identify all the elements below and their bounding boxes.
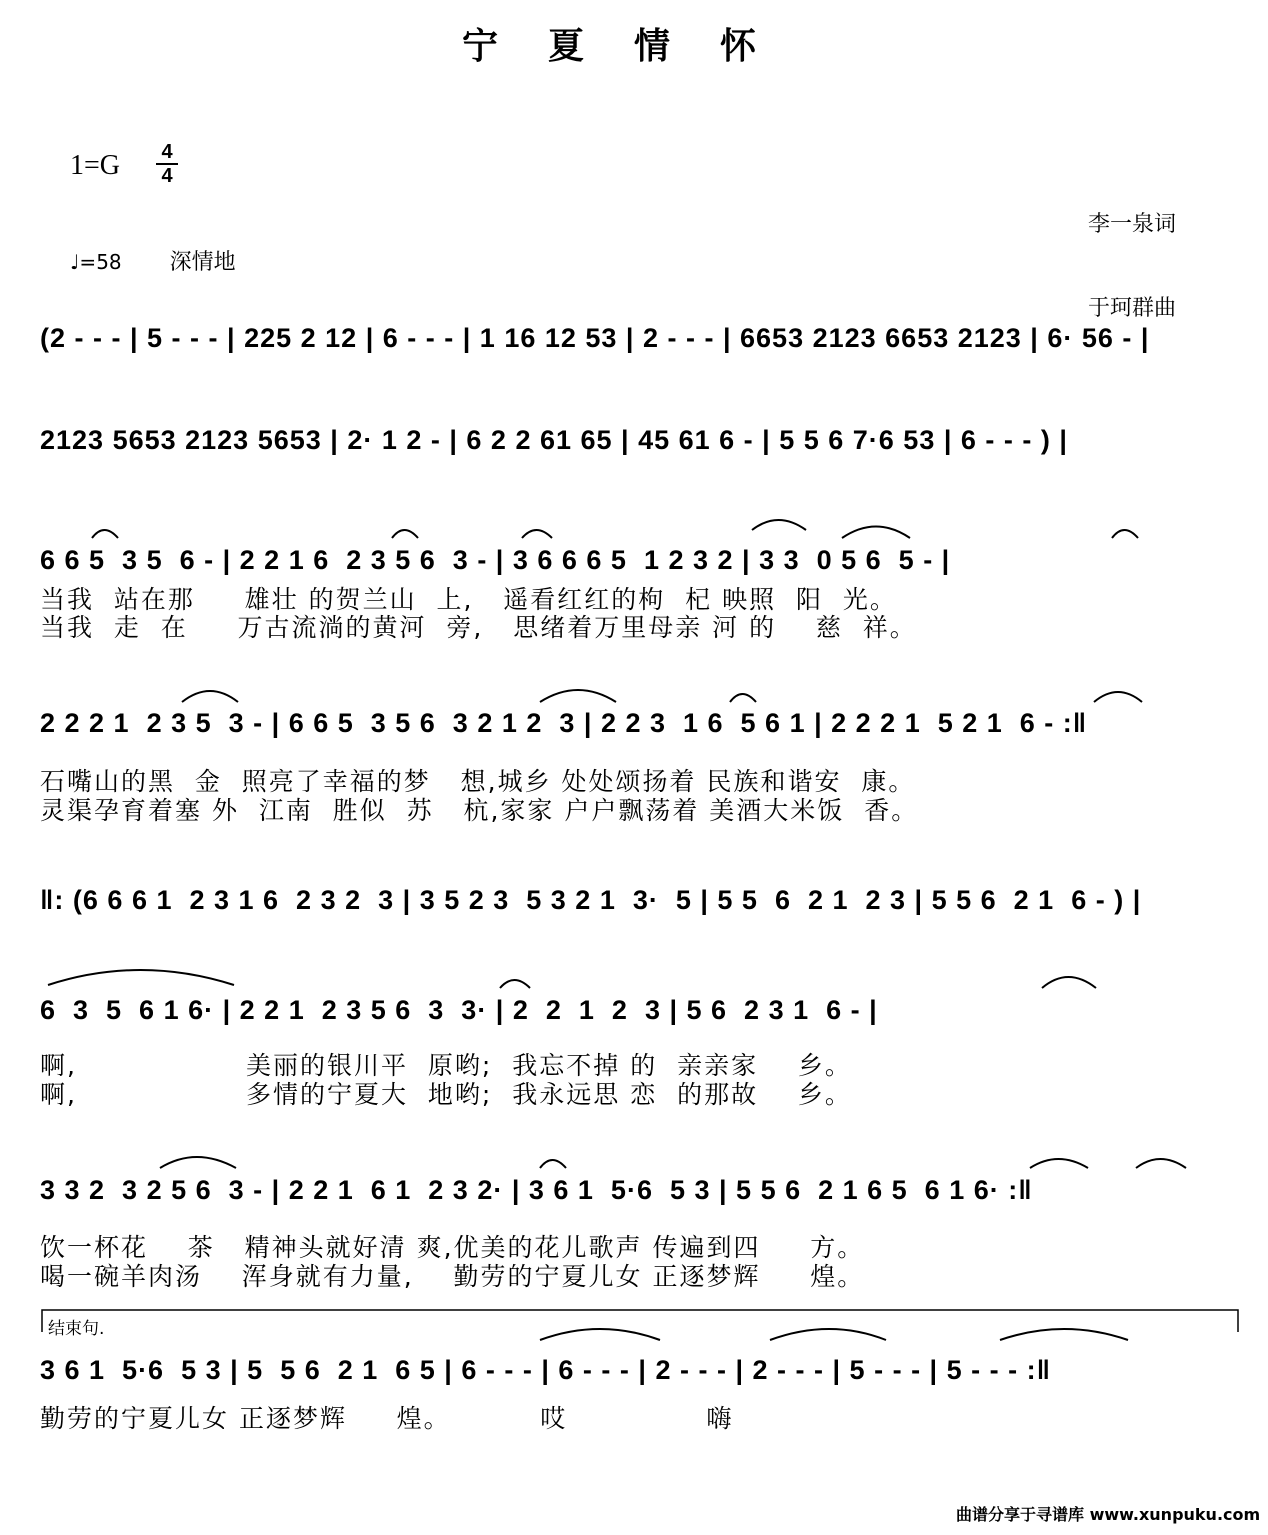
notes: 3 3 2 3 2 5 6 3 - | 2 2 1 6 1 2 3 2· | 3 6 1 5·6 5 3 | 5 5 6 2 1 6 5 6 1 6· :‖ <box>40 1175 1033 1205</box>
slur <box>522 530 552 538</box>
song-title: 宁夏情怀 <box>461 25 806 67</box>
notes: (2 - - - | 5 - - - | 225 2 12 | 6 - - - | 1 16 12 53 | 2 - - - | 6653 2123 6653 2123 | 6· 56 - | <box>40 323 1150 353</box>
slur <box>1094 692 1142 702</box>
lyricist: 李一泉词 <box>1088 212 1177 237</box>
lyric-line-6a: 啊, 美丽的银川平 原哟; 我忘不掉 的 亲亲家 乡。 <box>40 1051 852 1080</box>
lyric-line-4b: 灵渠孕育着塞 外 江南 胜似 苏 杭,家家 户户飘荡着 美酒大米饭 香。 <box>40 796 919 825</box>
slur <box>540 1329 660 1340</box>
notes: 6 6 5 3 5 6 - | 2 2 1 6 2 3 5 6 3 - | 3 6 6 6 5 1 2 3 2 | 3 3 0 5 6 5 - | <box>40 545 951 575</box>
composer: 于珂群曲 <box>1088 296 1177 321</box>
lyric-line-3a: 当我 站在那 雄壮 的贺兰山 上, 遥看红红的枸 杞 映照 阳 光。 <box>40 585 897 614</box>
meter-bottom: 4 <box>161 165 173 187</box>
lyric-line-3b: 当我 走 在 万古流淌的黄河 旁, 思绪着万里母亲 河 的 慈 祥。 <box>40 613 917 642</box>
lyric-line-8a: 勤劳的宁夏儿女 正逐梦辉 煌。 哎 嗨 <box>40 1404 734 1433</box>
slur <box>1000 1329 1128 1340</box>
slur <box>770 1329 886 1340</box>
slur <box>1030 1159 1088 1168</box>
lyric-line-7a: 饮一杯花 茶 精神头就好清 爽,优美的花儿歌声 传遍到四 方。 <box>40 1233 865 1262</box>
slur <box>160 1157 236 1168</box>
slur <box>540 690 616 702</box>
slur <box>730 694 756 702</box>
lyric-line-4a: 石嘴山的黑 金 照亮了幸福的梦 想,城乡 处处颂扬着 民族和谐安 康。 <box>40 767 916 796</box>
slur <box>752 520 806 530</box>
slur <box>48 970 234 985</box>
notes: 3 6 1 5·6 5 3 | 5 5 6 2 1 6 5 | 6 - - - | 6 - - - | 2 - - - | 2 - - - | 5 - - - | 5 - - - :‖ <box>40 1355 1052 1385</box>
slur <box>1042 977 1096 988</box>
slur <box>842 527 910 539</box>
ending-label: 结束句. <box>48 1319 105 1339</box>
meter-top: 4 <box>161 141 173 163</box>
slur <box>1136 1159 1186 1168</box>
lyric-line-7b: 喝一碗羊肉汤 浑身就有力量, 勤劳的宁夏儿女 正逐梦辉 煌。 <box>40 1262 865 1291</box>
tempo: ♩=58 <box>70 250 122 274</box>
slur <box>1112 530 1138 538</box>
key-signature: 1=G <box>70 150 121 181</box>
slur <box>540 1160 566 1168</box>
expression: 深情地 <box>169 250 236 275</box>
footer-watermark: 曲谱分享于寻谱库 www.xunpuku.com <box>956 1505 1261 1524</box>
notes: 2123 5653 2123 5653 | 2· 1 2 - | 6 2 2 61 65 | 45 61 6 - | 5 5 6 7·6 53 | 6 - - - ) | <box>40 425 1068 455</box>
slur <box>500 980 530 988</box>
lyric-line-6b: 啊, 多情的宁夏大 地哟; 我永远思 恋 的那故 乡。 <box>40 1080 852 1109</box>
slur <box>92 530 118 538</box>
slur <box>392 530 418 538</box>
slur <box>182 691 238 702</box>
notes: 2 2 2 1 2 3 5 3 - | 6 6 5 3 5 6 3 2 1 2 3 | 2 2 3 1 6 5 6 1 | 2 2 2 1 5 2 1 6 - :‖ <box>40 708 1088 738</box>
notes: 6 3 5 6 1 6· | 2 2 1 2 3 5 6 3 3· | 2 2 1 2 3 | 5 6 2 3 1 6 - | <box>40 995 878 1025</box>
notes: ‖: (6 6 6 1 2 3 1 6 2 3 2 3 | 3 5 2 3 5 3 2 1 3· 5 | 5 5 6 2 1 2 3 | 5 5 6 2 1 6 - ) | <box>40 885 1142 915</box>
